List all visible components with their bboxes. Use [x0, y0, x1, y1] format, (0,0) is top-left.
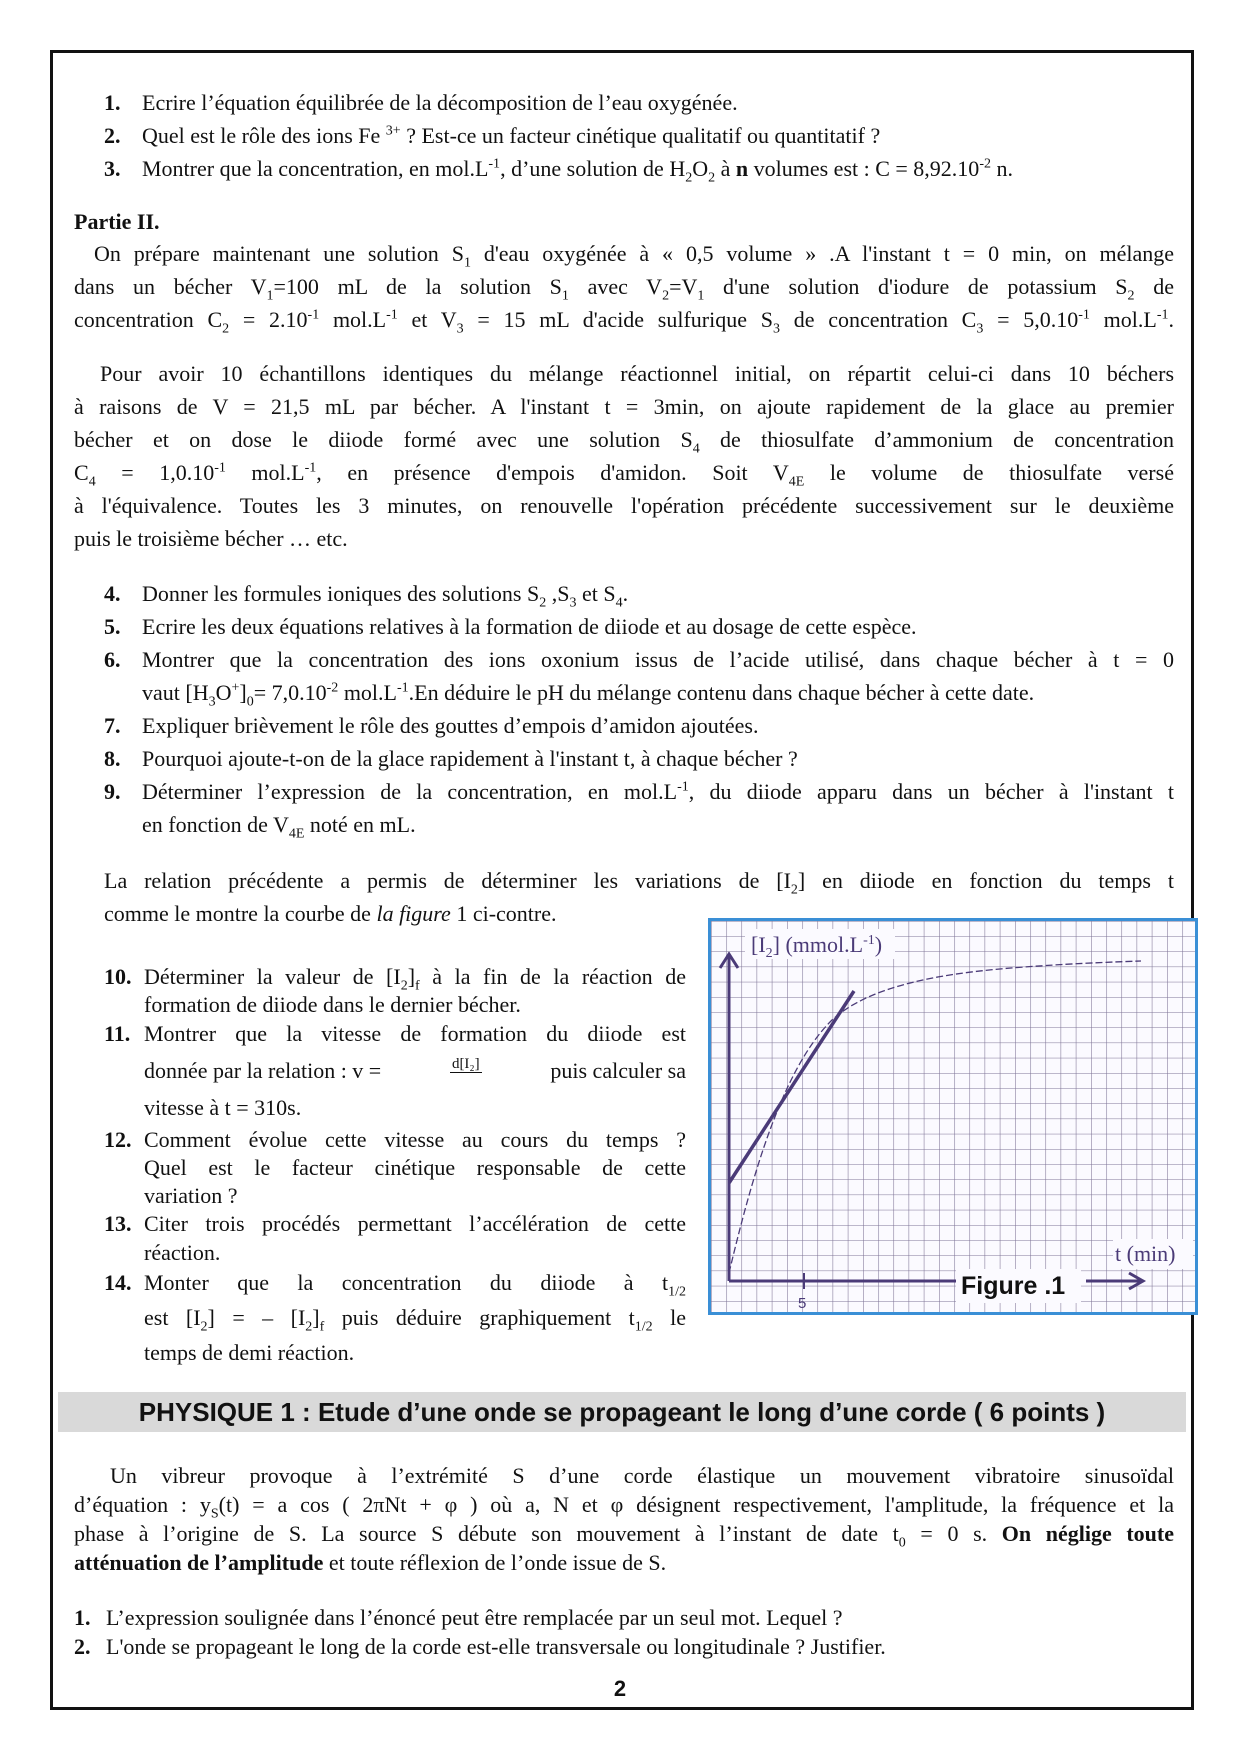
- question-6: 6. Montrer que la concentration des ions oxonium issus de l’acide utilisé, dans chaque bécher à t = 0: [104, 647, 1174, 672]
- question-3: 3. Montrer que la concentration, en $mol.L^{-1}$, d’une solution de $H_2O_2$ à n volumes est : $C = 8,92.10^{-2}$ n.: [104, 156, 1013, 186]
- question-7: 7. Expliquer brièvement le rôle des gouttes d’empois d’amidon ajoutées.: [104, 713, 759, 738]
- question-13-line-2: réaction.: [144, 1240, 221, 1265]
- paragraph-line: bécher et on dose le diiode formé avec une solution $S_4$ de thiosulfate d’ammonium de concentration: [74, 427, 1174, 457]
- x-axis-label: t (min): [1115, 1241, 1176, 1266]
- paragraph-line: On prépare maintenant une solution $S_1$ d'eau oxygénée à « 0,5 volume » .A l'instant t = 0 min, on mélange: [94, 241, 1175, 271]
- paragraph-line: puis le troisième bécher … etc.: [74, 526, 348, 551]
- question-11: 11. Montrer que la vitesse de formation du diiode est: [104, 1021, 686, 1046]
- paragraph-line: comme le montre la courbe de la figure 1 ci-contre.: [104, 901, 557, 926]
- question-10-line-2: formation de diiode dans le dernier bécher.: [144, 992, 521, 1017]
- question-12: 12. Comment évolue cette vitesse au cours du temps ?: [104, 1127, 686, 1152]
- paragraph-line: à l'équivalence. Toutes les 3 minutes, on renouvelle l'opération précédente successivement sur le deuxième: [74, 493, 1174, 518]
- question-2: 2. Quel est le rôle des ions Fe $^{3+}$ ? Est-ce un facteur cinétique qualitatif ou quantitatif ?: [104, 123, 881, 148]
- question-5: 5. Ecrire les deux équations relatives à la formation de diiode et au dosage de cette espèce.: [104, 614, 917, 639]
- page-number: 2: [613, 1676, 627, 1701]
- y-axis-label: $[I_2]$ $(mmol.L^{-1})$: [751, 932, 883, 961]
- section-header-physique-1: PHYSIQUE 1 : Etude d’une onde se propageant le long d’une corde ( 6 points ): [58, 1392, 1186, 1432]
- paragraph-line: Pour avoir 10 échantillons identiques du mélange réactionnel initial, on répartit celui-ci dans 10 béchers: [100, 361, 1174, 386]
- section-title-partie-2: Partie II.: [74, 209, 160, 234]
- question-6-line-2: vaut $[H_3O^+]_0= 7,0.10^{-2}$ $mol.L^{-1}.En$ déduire le pH du mélange contenu dans chaque bécher à cette date.: [142, 680, 1035, 710]
- concentration-time-graph: [711, 921, 1195, 1312]
- paragraph-line: phase à l’origine de S. La source S débute son mouvement à l’instant de date $t_0 = 0$ s. On néglige toute: [74, 1521, 1175, 1551]
- question-12-line-2: Quel est le facteur cinétique responsable de cette: [144, 1155, 686, 1180]
- question-14: 14. Monter que la concentration du diiode à $t_{1/2}$: [104, 1270, 686, 1300]
- physique-question-2: 2. L'onde se propageant le long de la corde est-elle transversale ou longitudinale ? Justifier.: [74, 1634, 886, 1659]
- paragraph-line: dans un bécher $V_1=100$ mL de la solution $S_1$ avec $V_2=V_1$ d'une solution d'iodure de potassium $S_2$ de: [74, 274, 1174, 304]
- question-14-line-3: temps de demi réaction.: [144, 1340, 355, 1365]
- question-10: 10. Déterminer la valeur de $[I_2]_f$ à la fin de la réaction de: [104, 964, 686, 994]
- derivative-fraction: d[I₂]: [451, 1056, 480, 1072]
- question-11-line-3: vitesse à t = 310s.: [144, 1095, 302, 1120]
- paragraph-line: concentration $C_2 = 2.10^{-1}$ $mol.L^{-1}$ et $V_3 = 15$ mL d'acide sulfurique $S_3$ de concentration $C_3 = 5,0.10^{-1}$ $mol.L^{-1}$.: [74, 307, 1174, 337]
- question-13: 13. Citer trois procédés permettant l’accélération de cette: [104, 1211, 686, 1236]
- question-1: 1. Ecrire l’équation équilibrée de la décomposition de l’eau oxygénée.: [104, 90, 738, 115]
- paragraph-line: $C_4 = 1,0.10^{-1}$ $mol.L^{-1}$, en présence d'empois d'amidon. Soit $V_{4E}$ le volume de thiosulfate versé: [74, 460, 1174, 490]
- paragraph-line: La relation précédente a permis de déterminer les variations de $[I_2]$ en diiode en fonction du temps t: [104, 868, 1174, 898]
- question-8: 8. Pourquoi ajoute-t-on de la glace rapidement à l'instant t, à chaque bécher ?: [104, 746, 798, 771]
- figure-1-chart: [708, 918, 1198, 1315]
- question-11-line-2: donnée par la relation : v = d[I₂] puis calculer sa: [144, 1056, 686, 1083]
- question-12-line-3: variation ?: [144, 1183, 238, 1208]
- paragraph-line: Un vibreur provoque à l’extrémité S d’une corde élastique un mouvement vibratoire sinusoïdal: [110, 1463, 1174, 1488]
- physique-question-1: 1. L’expression soulignée dans l’énoncé peut être remplacée par un seul mot. Lequel ?: [74, 1605, 843, 1630]
- paragraph-line: atténuation de l’amplitude et toute réflexion de l’onde issue de S.: [74, 1550, 667, 1575]
- question-4: 4. Donner les formules ioniques des solutions $S_2$ $,S_3$ et $S_4$.: [104, 581, 629, 611]
- question-9: 9. Déterminer l’expression de la concentration, en $mol.L^{-1}$, du diiode apparu dans un bécher à l'instant t: [104, 779, 1174, 804]
- x-tick-label: 5: [798, 1295, 807, 1312]
- paragraph-line: d’équation : $y_S(t) = a$ cos ( 2πNt + φ ) où a, N et φ désignent respectivement, l'amplitude, la fréquence et la: [74, 1492, 1174, 1522]
- question-14-line-2: est $[I_2]$ = – $[I_2]_f$ puis déduire graphiquement $t_{1/2}$ le: [144, 1305, 686, 1335]
- question-9-line-2: en fonction de $V_{4E}$ noté en mL.: [142, 812, 416, 842]
- figure-caption: Figure .1: [961, 1272, 1066, 1300]
- paragraph-line: à raisons de V = 21,5 mL par bécher. A l'instant t = 3min, on ajoute rapidement de la glace au premier: [74, 394, 1174, 419]
